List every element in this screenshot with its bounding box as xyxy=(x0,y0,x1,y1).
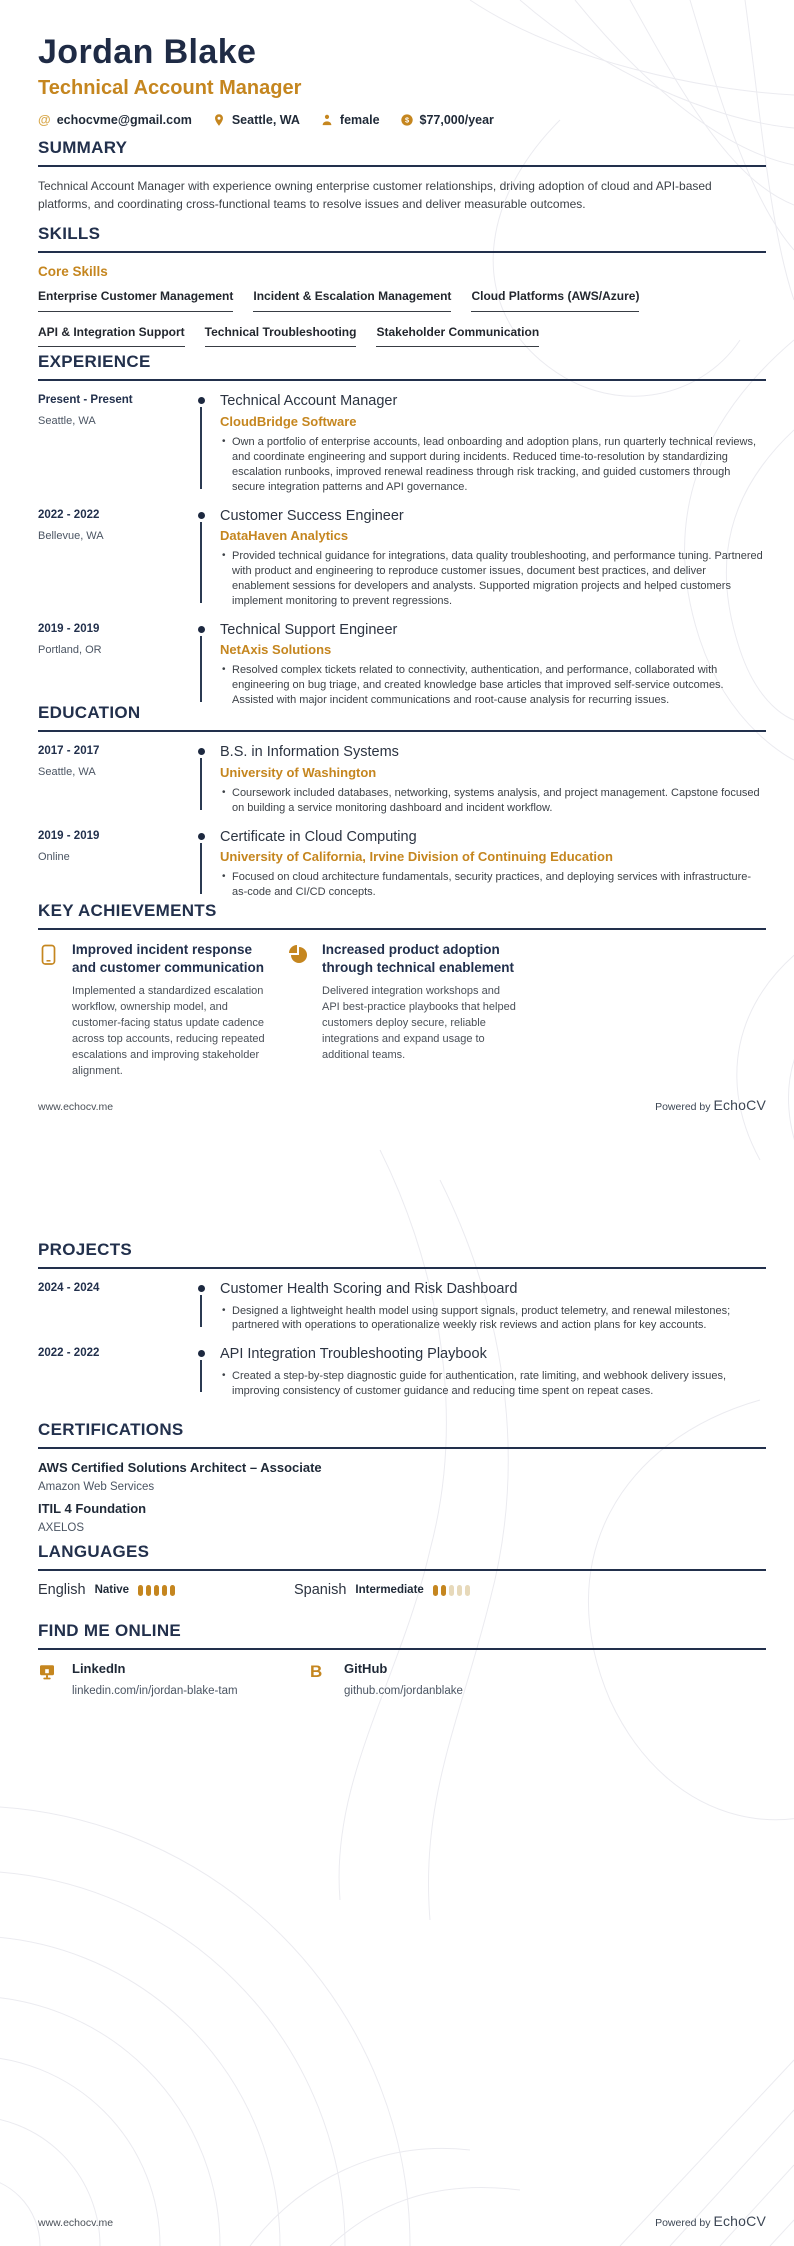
entry-dates: 2019 - 2019 xyxy=(38,829,100,842)
entry-bullets xyxy=(220,663,766,708)
company-name: DataHaven Analytics xyxy=(220,527,349,543)
achievement-item xyxy=(38,941,284,1080)
experience-entry xyxy=(38,392,766,496)
powered-by: Powered by EchoCV xyxy=(655,2213,766,2229)
entry-dates: 2024 - 2024 xyxy=(38,1282,100,1295)
timeline-dot-icon xyxy=(198,512,205,519)
proficiency-dot-filled xyxy=(138,1585,143,1596)
timeline xyxy=(188,621,214,710)
bullet-item: • Resolved complex tickets related to connectivity, authentication, and performance, collaborated with engineering on bug triage, and created knowledge base articles that improved self-service outcomes. Assisted with major incident communications and root-cause analysis for recurring issues. xyxy=(220,663,766,708)
timeline-line xyxy=(200,758,202,809)
contact-salary: $ $77,000/year xyxy=(400,113,494,127)
language-level: Intermediate xyxy=(355,1584,424,1597)
timeline-dot-icon xyxy=(198,833,205,840)
timeline-line xyxy=(200,636,202,702)
proficiency-dot-filled xyxy=(170,1585,175,1596)
find-me-online-section xyxy=(38,1621,766,1697)
proficiency-dot-filled xyxy=(433,1585,438,1596)
timeline-line xyxy=(200,407,202,488)
timeline-dot-icon xyxy=(198,1285,205,1292)
certification-issuer: Amazon Web Services xyxy=(38,1481,155,1494)
language-name: Spanish xyxy=(294,1582,347,1599)
entry-location: Online xyxy=(38,850,70,863)
contact-gender: female xyxy=(320,113,380,127)
entry-dates: 2017 - 2017 xyxy=(38,745,100,758)
timeline-line xyxy=(200,1295,202,1327)
at-icon: @ xyxy=(38,112,51,128)
summary-heading: SUMMARY xyxy=(38,138,766,167)
language-level: Native xyxy=(94,1584,130,1597)
page2-footer xyxy=(38,2213,766,2229)
project-title: API Integration Troubleshooting Playbook xyxy=(220,1346,487,1363)
achievement-text: Delivered integration workshops and API best-practice playbooks that helped customers deploy secure, reliable integrations and expand usage to additional teams. xyxy=(322,985,516,1062)
experience-heading: EXPERIENCE xyxy=(38,352,766,381)
find-me-online-heading: FIND ME ONLINE xyxy=(38,1621,766,1650)
proficiency-dot-filled xyxy=(162,1585,167,1596)
language-proficiency-dots xyxy=(433,1585,470,1596)
achievement-text: Implemented a standardized escalation workflow, ownership model, and customer-facing status update cadence across top accounts, reducing repeated escalations and improving stakeholder alignment. xyxy=(72,985,265,1078)
position-title: Customer Success Engineer xyxy=(220,507,404,524)
experience-entry xyxy=(38,621,766,710)
svg-text:$: $ xyxy=(404,115,409,125)
bullet-item: • Focused on cloud architecture fundamentals, security practices, and deploying services with infrastructure-as-code and CI/CD concepts. xyxy=(220,870,766,900)
certification-issuer: AXELOS xyxy=(38,1522,85,1535)
language-item xyxy=(38,1582,294,1598)
entry-bullets xyxy=(220,786,766,816)
github-icon: B xyxy=(310,1662,323,1682)
timeline-dot-icon xyxy=(198,748,205,755)
entry-bullets xyxy=(220,1369,766,1399)
skills-list xyxy=(38,289,766,347)
person-icon xyxy=(320,113,334,127)
language-item xyxy=(294,1582,550,1598)
powered-by: Powered by EchoCV xyxy=(655,1097,766,1113)
timeline xyxy=(188,828,214,902)
project-title: Customer Health Scoring and Risk Dashboard xyxy=(220,1281,518,1298)
education-entry xyxy=(38,743,766,817)
skill-tag: Stakeholder Communication xyxy=(376,325,539,347)
proficiency-dot-empty xyxy=(465,1585,470,1596)
entry-dates: Present - Present xyxy=(38,394,133,407)
degree-title: Certificate in Cloud Computing xyxy=(220,828,417,845)
school-name: University of Washington xyxy=(220,764,377,780)
skill-tag: Enterprise Customer Management xyxy=(38,289,233,311)
bullet-item: • Provided technical guidance for integrations, data quality troubleshooting, and performance tuning. Partnered with product and engineering to reproduce customer issues, document best practices, and deliver enablement sessions for developers and analysts. Supported migration projects and helped customers implement monitoring to prevent regressions. xyxy=(220,549,766,609)
certifications-heading: CERTIFICATIONS xyxy=(38,1420,766,1449)
online-profile-linkedin xyxy=(38,1661,310,1697)
certifications-section xyxy=(38,1420,766,1542)
job-title: Technical Account Manager xyxy=(38,77,302,100)
timeline xyxy=(188,743,214,817)
online-url[interactable]: linkedin.com/in/jordan-blake-tam xyxy=(72,1685,238,1698)
project-entry xyxy=(38,1280,766,1335)
skills-section xyxy=(38,224,766,347)
position-title: Technical Account Manager xyxy=(220,393,398,410)
summary-section xyxy=(38,138,766,213)
entry-bullets xyxy=(220,549,766,609)
skill-tag: Cloud Platforms (AWS/Azure) xyxy=(471,289,639,311)
certification-name: AWS Certified Solutions Architect – Associate xyxy=(38,1460,322,1476)
online-profile-github xyxy=(310,1661,582,1697)
skill-tag: Technical Troubleshooting xyxy=(205,325,357,347)
pie-chart-icon xyxy=(288,944,308,964)
education-section xyxy=(38,703,766,912)
entry-location: Portland, OR xyxy=(38,643,102,656)
bullet-item: • Created a step-by-step diagnostic guide for authentication, rate limiting, and webhook delivery issues, improving consistency of customer guidance and reducing time spent on repeat cases. xyxy=(220,1369,766,1399)
online-label[interactable]: LinkedIn xyxy=(72,1661,126,1677)
timeline-dot-icon xyxy=(198,1350,205,1357)
languages-section xyxy=(38,1542,766,1598)
location-pin-icon xyxy=(212,113,226,127)
certification-name: ITIL 4 Foundation xyxy=(38,1501,147,1517)
languages-heading: LANGUAGES xyxy=(38,1542,766,1571)
entry-dates: 2019 - 2019 xyxy=(38,622,100,635)
entry-bullets xyxy=(220,1304,766,1334)
language-name: English xyxy=(38,1582,86,1599)
skill-tag: Incident & Escalation Management xyxy=(253,289,451,311)
achievement-title: Improved incident response and customer communication xyxy=(72,942,265,975)
proficiency-dot-filled xyxy=(441,1585,446,1596)
resume-header xyxy=(38,34,766,127)
contact-email[interactable]: @ echocvme@gmail.com xyxy=(38,112,192,128)
timeline-line xyxy=(200,843,202,894)
company-name: NetAxis Solutions xyxy=(220,641,332,657)
page1-footer xyxy=(38,1097,766,1113)
timeline xyxy=(188,392,214,496)
certification-item xyxy=(38,1501,766,1534)
entry-bullets xyxy=(220,435,766,495)
online-label[interactable]: GitHub xyxy=(344,1661,388,1677)
school-name: University of California, Irvine Division of Continuing Education xyxy=(220,848,613,864)
proficiency-dot-filled xyxy=(154,1585,159,1596)
education-heading: EDUCATION xyxy=(38,703,766,732)
entry-location: Seattle, WA xyxy=(38,766,96,779)
bullet-item: • Own a portfolio of enterprise accounts, lead onboarding and adoption plans, run quarterly technical reviews, and coordinate engineering and support during incidents. Reduced time-to-resolution by standardizing escalation runbooks, improved renewal readiness through risk tracking, and guided customers through secure integration patterns and API governance. xyxy=(220,435,766,495)
position-title: Technical Support Engineer xyxy=(220,621,398,638)
company-name: CloudBridge Software xyxy=(220,413,357,429)
echocv-brand: EchoCV xyxy=(713,2213,766,2229)
proficiency-dot-empty xyxy=(457,1585,462,1596)
footer-site-url[interactable]: www.echocv.me xyxy=(38,2217,114,2229)
achievements-heading: KEY ACHIEVEMENTS xyxy=(38,901,766,930)
footer-site-url[interactable]: www.echocv.me xyxy=(38,1101,114,1113)
certification-item xyxy=(38,1460,766,1493)
person-name: Jordan Blake xyxy=(38,33,257,71)
skill-tag: API & Integration Support xyxy=(38,325,185,347)
entry-location: Seattle, WA xyxy=(38,415,96,428)
mobile-device-icon xyxy=(38,944,58,966)
project-entry xyxy=(38,1345,766,1400)
timeline xyxy=(188,1345,214,1400)
timeline xyxy=(188,1280,214,1335)
linkedin-icon xyxy=(38,1663,56,1681)
bullet-item: • Coursework included databases, networking, systems analysis, and project management. Capstone focused on building a service monitoring dashboard and incident workflow. xyxy=(220,786,766,816)
echocv-brand: EchoCV xyxy=(713,1097,766,1113)
achievements-section xyxy=(38,901,766,1080)
summary-text: Technical Account Manager with experience owning enterprise customer relationships, driving adoption of cloud and API-based platforms, and coordinating cross-functional teams to resolve issues and deliver measurable outcomes. xyxy=(38,179,712,211)
dollar-coin-icon xyxy=(400,113,414,127)
contact-row xyxy=(38,112,766,127)
projects-heading: PROJECTS xyxy=(38,1240,766,1269)
language-proficiency-dots xyxy=(138,1585,175,1596)
contact-location: Seattle, WA xyxy=(212,113,300,127)
entry-location: Bellevue, WA xyxy=(38,529,104,542)
degree-title: B.S. in Information Systems xyxy=(220,744,399,761)
achievement-item xyxy=(288,941,534,1080)
proficiency-dot-empty xyxy=(449,1585,454,1596)
bullet-item: • Designed a lightweight health model using support signals, product telemetry, and renewal milestones; partnered with operations to operationalize weekly risk reviews and action plans for key accounts. xyxy=(220,1304,766,1334)
timeline xyxy=(188,507,214,611)
education-entry xyxy=(38,828,766,902)
proficiency-dot-filled xyxy=(146,1585,151,1596)
experience-section xyxy=(38,352,766,720)
experience-entry xyxy=(38,507,766,611)
timeline-dot-icon xyxy=(198,626,205,633)
entry-dates: 2022 - 2022 xyxy=(38,1347,100,1360)
skills-heading: SKILLS xyxy=(38,224,766,253)
projects-section xyxy=(38,1240,766,1410)
entry-dates: 2022 - 2022 xyxy=(38,508,100,521)
timeline-line xyxy=(200,1360,202,1392)
achievement-title: Increased product adoption through technical enablement xyxy=(322,942,515,975)
entry-bullets xyxy=(220,870,766,900)
timeline-line xyxy=(200,522,202,603)
skills-group-label: Core Skills xyxy=(38,264,108,280)
timeline-dot-icon xyxy=(198,397,205,404)
online-url[interactable]: github.com/jordanblake xyxy=(344,1685,463,1698)
